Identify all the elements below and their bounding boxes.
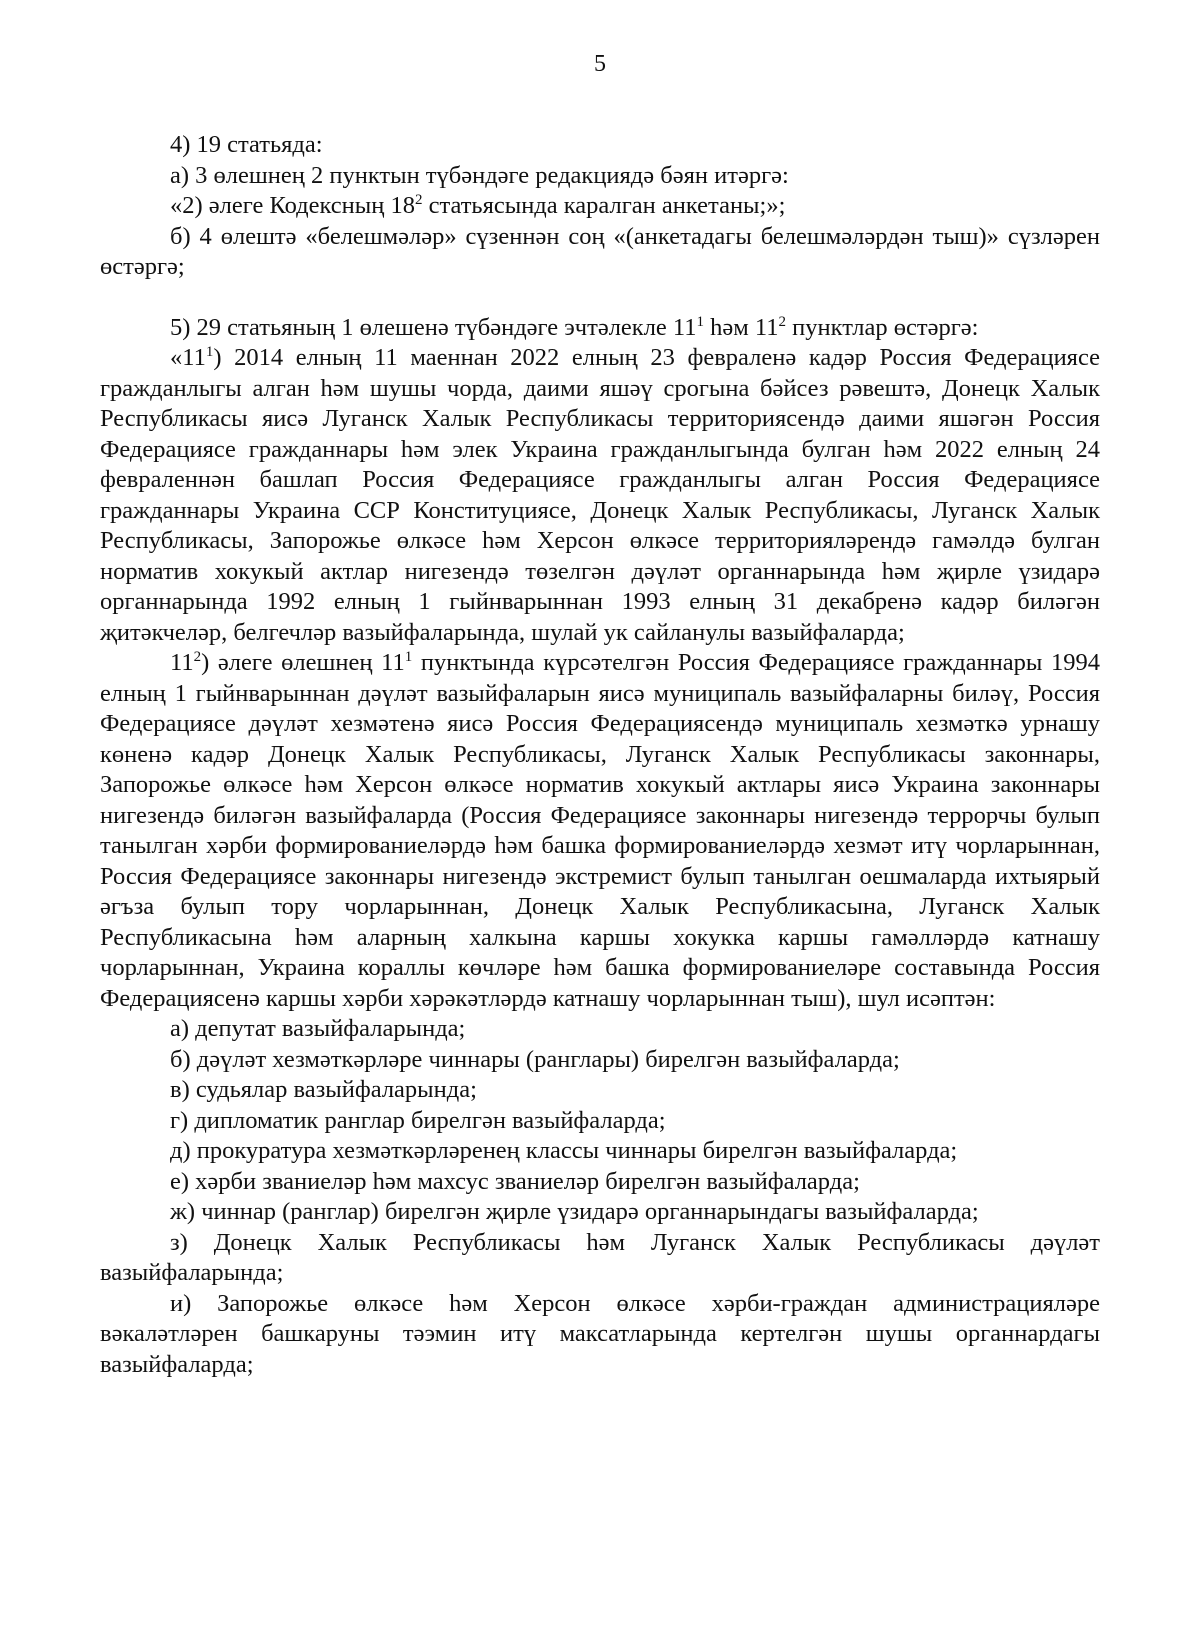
list-item-z: з) Донецк Халык Республикасы һәм Луганск Халык Республикасы дәүләт вазыйфаларында;: [100, 1228, 1100, 1286]
item-5-heading-part3: пунктлар өстәргә:: [786, 313, 979, 341]
list-item-g: г) дипломатик ранглар бирелгән вазыйфаларда;: [170, 1106, 666, 1134]
list-item-i: и) Запорожье өлкәсе һәм Херсон өлкәсе хәрби-граждан администрацияләре вәкаләтләрен башкаруны тәэмин итү максатларында кертелгән шушы органнардагы вазыйфаларда;: [100, 1289, 1100, 1378]
item-4-quote-part1: «2) әлеге Кодексның 18: [170, 192, 415, 219]
item-4-quote-sup: 2: [414, 191, 423, 208]
paragraph-11-1-lead: «11: [170, 344, 206, 371]
item-5-heading-sup2: 2: [778, 313, 787, 330]
item-5-heading-part2: һәм 11: [704, 313, 779, 341]
list-item-zh: ж) чиннар (ранглар) бирелгән җирле үзидарә органнарындагы вазыйфаларда;: [170, 1198, 979, 1225]
list-item-a: а) депутат вазыйфаларында;: [170, 1015, 466, 1042]
item-5-heading-sup1: 1: [696, 313, 705, 330]
paragraph-11-2-text: пунктында күрсәтелгән Россия Федерациясе гражданнары 1994 елның 1 гыйнварыннан дәүләт вазыйфаларын яисә муниципаль вазыйфаларны биләү, Россия Федерациясе дәүләт хезмәтенә яисә Россия Федерациясендә муниципаль хезмәткә урнашу көненә кадәр Донецк Халык Республикасы, Луганск Халык Республикасы законнары, Запорожье өлкәсе һәм Херсон өлкәсе норматив хокукый актлары яисә Украина законнары нигезендә биләгән вазыйфаларда (Россия Федерациясе законнары нигезендә террорчы булып танылган хәрби формированиеләрдә һәм башка формированиеләрдә хезмәт итү чорларыннан, Россия Федерациясе законнары нигезендә экстремист булып танылган оешмаларда ихтыярый әгъза булып тору чорларыннан, Донецк Халык Республикасына, Луганск Халык Республикасына һәм аларның халкына каршы хокукка каршы гамәлләрдә катнашу чорларыннан, Украина кораллы көчләре һәм башка формированиеләре составында Россия Федерациясенә каршы хәрби хәрәкәтләрдә катнашу чорларыннан тыш), шул исәптән:: [100, 649, 1101, 1012]
paragraph-11-2-sup: 2: [193, 648, 202, 665]
list-item-b: б) дәүләт хезмәткәрләре чиннары (ранглары) бирелгән вазыйфаларда;: [170, 1045, 900, 1073]
page-number: 5: [594, 51, 606, 77]
item-4-heading: 4) 19 статьяда:: [170, 131, 323, 158]
list-item-e: е) хәрби званиеләр һәм махсус званиеләр бирелгән вазыйфаларда;: [170, 1167, 860, 1195]
paragraph-11-2: [100, 648, 1100, 1014]
item-4-b: б) 4 өлештә «белешмәләр» сүзеннән соң «(анкетадагы белешмәләрдән тыш)» сүзләрен өстәргә;: [100, 222, 1100, 280]
paragraph-11-2-sup2: 1: [404, 648, 413, 665]
paragraph-11-1: [100, 343, 1100, 648]
item-4-quote-part2: статьясында каралган анкетаны;»;: [422, 192, 786, 219]
section-gap: [100, 283, 1100, 313]
item-4-quote: [100, 191, 1100, 222]
paragraph-11-1-text: ) 2014 елның 11 маеннан 2022 елның 23 февраленә кадәр Россия Федерациясе гражданлыгы алган һәм шушы чорда, даими яшәү срогына бәйсез рәвештә, Донецк Халык Республикасы яисә Луганск Халык Республикасы территориясендә даими яшәгән Россия Федерациясе гражданнары һәм элек Украина гражданлыгында булган һәм 2022 елның 24 февраленнән башлап Россия Федерациясе гражданлыгы алган Россия Федерациясе гражданнары Украина ССР Конституциясе, Донецк Халык Республикасы, Луганск Халык Республикасы, Запорожье өлкәсе һәм Херсон өлкәсе территорияләрендә гамәлдә булган норматив хокукый актлар нигезендә төзелгән дәүләт органнарында һәм җирле үзидарә органнарында 1992 елның 1 гыйнварыннан 1993 елның 31 декабренә кадәр биләгән җитәкчеләр, белгечләр вазыйфаларында, шулай ук сайланулы вазыйфаларда;: [100, 344, 1100, 646]
item-4-a: а) 3 өлешнең 2 пунктын түбәндәге редакциядә бәян итәргә:: [170, 161, 789, 189]
document-body: [100, 130, 1100, 1380]
paragraph-11-2-lead: 11: [170, 649, 194, 676]
paragraph-11-2-mid: ) әлеге өлешнең 11: [201, 649, 405, 676]
list-item-d: д) прокуратура хезмәткәрләренең классы чиннары бирелгән вазыйфаларда;: [170, 1137, 958, 1164]
item-5-heading: [100, 313, 1100, 344]
item-5-heading-part1: 5) 29 статьяның 1 өлешенә түбәндәге эчтәлекле 11: [170, 313, 697, 341]
list-item-v: в) судьялар вазыйфаларында;: [170, 1076, 477, 1103]
paragraph-11-1-sup: 1: [205, 343, 214, 360]
